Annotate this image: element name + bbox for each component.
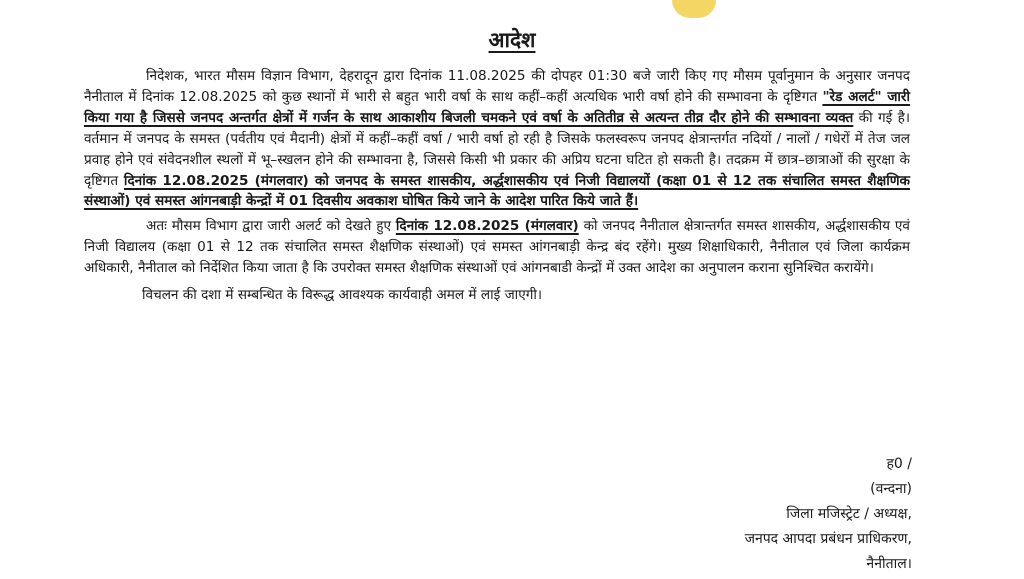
signature-block <box>652 452 912 577</box>
signatory-authority: जनपद आपदा प्रबंधन प्राधिकरण, <box>744 531 912 547</box>
paragraph-1-highlight-holiday-order: दिनांक 12.08.2025 (मंगलवार) को जनपद के समस्त शासकीय, अर्द्धशासकीय एवं निजी विद्यालयों (कक्षा 01 से 12 तक संचालित समस्त शैक्षणिक संस्थाओं) एवं समस्त आंगनबाड़ी केन्द्रों में 01 दिवसीय अवकाश घोषित किये जाने के आदेश पारित किये जाते हैं। <box>84 172 910 210</box>
paragraph-2 <box>84 216 910 279</box>
signatory-name: (वन्दना) <box>870 481 912 497</box>
order-title-text: आदेश <box>488 28 536 52</box>
order-body <box>84 66 910 310</box>
paragraph-1 <box>84 66 910 212</box>
order-title <box>0 26 1024 54</box>
signatory-designation: जिला मजिस्ट्रेट / अध्यक्ष, <box>786 506 912 522</box>
paragraph-2-highlight-date: दिनांक 12.08.2025 (मंगलवार) <box>395 218 579 235</box>
paragraph-1-highlight-red-alert: "रेड अलर्ट" जारी किया गया है जिससे जनपद अन्तर्गत क्षेत्रों में गर्जन के साथ आकाशीय बिजली चमकने एवं वर्षा के अतितीव्र से अत्यन्त तीव्र दौर होने की सम्भावना व्यक्त <box>84 88 911 126</box>
yellow-smudge-mark <box>672 0 716 18</box>
paragraph-2-text-a: अतः मौसम विभाग द्वारा जारी अलर्ट को देखते हुए <box>146 218 396 235</box>
paragraph-1-text-a: निदेशक, भारत मौसम विज्ञान विभाग, देहरादून द्वारा दिनांक 11.08.2025 की दोपहर 01:30 बजे जारी किए गए मौसम पूर्वानुमान के अनुसार जनपद नैनीताल में दिनांक 12.08.2025 को कुछ स्थानों में भारी से बहुत भारी वर्षा के साथ कहीं–कहीं अत्यधिक भारी वर्षा होने की सम्भावना के दृष्टिगत <box>84 68 910 105</box>
paragraph-2-text-b: को जनपद नैनीताल क्षेत्रान्तर्गत समस्त शासकीय, अर्द्धशासकीय एवं निजी विद्यालय (कक्षा 01 से 12 तक संचालित समस्त शैक्षणिक संस्थाओं) एवं समस्त आंगनबाड़ी केन्द्र बंद रहेंगे। मुख्य शिक्षाधिकारी, नैनीताल एवं जिला कार्यक्रम अधिकारी, नैनीताल को निर्देशित किया जाता है कि उपरोक्त समस्त शैक्षणिक संस्थाओं एवं आंगनबाडी केन्द्रों में उक्त आदेश का अनुपालन कराना सुनिश्चित करायेंगे। <box>84 218 910 277</box>
signatory-place: नैनीताल। <box>866 556 912 572</box>
paragraph-3: विचलन की दशा में सम्बन्धित के विरूद्ध आवश्यक कार्यवाही अमल में लाई जाएगी। <box>142 287 543 304</box>
signature-mark: ह0 / <box>886 456 912 472</box>
paragraph-1-text-b: की गई है। वर्तमान में जनपद के समस्त (पर्वतीय एवं मैदानी) क्षेत्रों में कहीं–कहीं वर्षा / भारी वर्षा हो रही है जिसके फलस्वरूप जनपद क्षेत्रान्तर्गत नदियों / नालों / गधेरों में तेज जल प्रवाह होने एवं संवेदनशील स्थलों में भू–स्खलन होने की सम्भावना है, जिससे किसी भी प्रकार की अप्रिय घटना घटित हो सकती है। तदक्रम में छात्र–छात्राओं की सुरक्षा के दृष्टिगत <box>84 109 910 189</box>
